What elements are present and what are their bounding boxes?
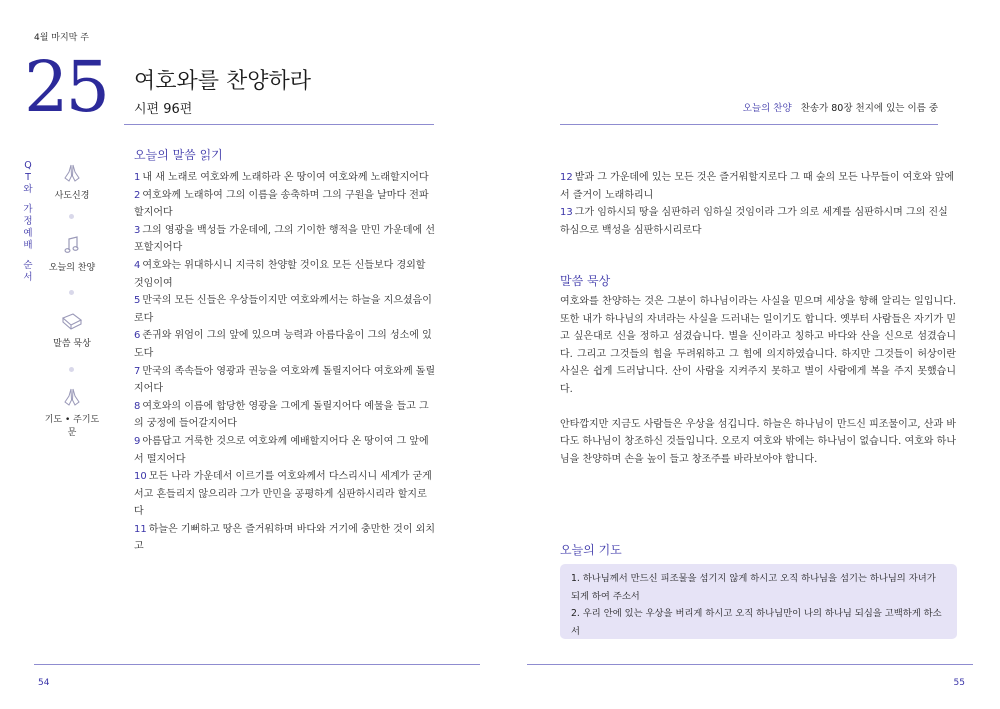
meditation-heading: 말씀 묵상 [560, 274, 611, 288]
meditation-paragraph: 안타깝지만 지금도 사람들은 우상을 섬깁니다. 하늘은 하나님이 만드신 피조물이고, 산과 바다도 하나님이 창조하신 것들입니다. 오로지 여호와 밖에는 하나님이 없습니다. 여호와 하나님을 찬양하며 손을 높이 들고 창조주를 바라보아야 합니다. [560, 418, 956, 465]
nav-dot [69, 290, 74, 295]
footer-rule-right [527, 664, 973, 665]
verse: 9 아름답고 거룩한 것으로 여호와께 예배할지어다 온 땅이여 그 앞에서 떨지어다 [134, 435, 429, 465]
hymn-label: 오늘의 찬양 [742, 103, 792, 114]
vertical-char: 순 [23, 260, 33, 271]
vertical-char: 배 [23, 240, 33, 251]
vertical-char: 예 [23, 228, 33, 239]
nav-item-apostles-creed[interactable] [42, 162, 102, 201]
praying-hands-icon [61, 162, 83, 184]
nav-item-todays-hymn[interactable] [42, 234, 102, 273]
verse: 1 내 새 노래로 여호와께 노래하라 온 땅이여 여호와께 노래할지어다 [134, 172, 429, 183]
prayer-item: 1. 하나님께서 만드신 피조물을 섬기지 않게 하시고 오직 하나님을 섬기는 하나님의 자녀가 되게 하여 주소서 [571, 573, 936, 602]
day-number: 25 [24, 46, 108, 128]
vertical-char: 정 [23, 216, 33, 227]
meditation-paragraph: 여호와를 찬양하는 것은 그분이 하나님이라는 사실을 믿으며 세상을 향해 알리는 일입니다. 또한 내가 하나님의 자녀라는 사실을 드러내는 일이기도 합니다. 옛부터 사람들은 자기가 믿고 싶은대로 신을 정하고 섬겼습니다. 별을 신이라고 칭하고 바다와 산을 신으로 섬겼습니다. 그리고 그것들의 힘을 두려워하고 그 힘에 의지하였습니다. 하지만 그것들이 허상이란 사실은 쉽게 드러납니다. 산이 사람을 지켜주지 못하고 별이 사람에게 복을 주지 못했습니다. [560, 296, 956, 395]
vertical-char: Q [24, 160, 32, 171]
header-rule-left [124, 124, 434, 125]
verse: 7 만국의 족속들아 영광과 권능을 여호와께 돌릴지어다 여호와께 돌릴지어다 [134, 365, 436, 395]
scripture-right [560, 169, 956, 239]
vertical-char: 와 [23, 184, 33, 195]
vertical-char: 서 [23, 272, 33, 283]
nav-item-label: 사도신경 [54, 191, 90, 201]
verse: 8 여호와의 이름에 합당한 영광을 그에게 돌릴지어다 예물을 들고 그의 궁정에 들어갈지어다 [134, 400, 429, 430]
reading-heading: 오늘의 말씀 읽기 [134, 148, 223, 162]
passage-reference: 시편 96편 [134, 102, 193, 117]
nav-item-prayer[interactable] [42, 386, 102, 438]
page-number-right: 55 [953, 678, 965, 688]
vertical-char: 가 [23, 204, 33, 215]
verse: 3 그의 영광을 백성들 가운데에, 그의 기이한 행적을 만민 가운데에 선포할지어다 [134, 224, 435, 254]
verse: 6 존귀와 위엄이 그의 앞에 있으며 능력과 아름다움이 그의 성소에 있도다 [134, 330, 432, 359]
meditation-body [560, 293, 956, 468]
nav-dot [69, 367, 74, 372]
nav-item-meditation[interactable] [42, 310, 102, 349]
bible-icon [60, 310, 84, 332]
footer-rule-left [34, 664, 480, 665]
verse: 2 여호와께 노래하여 그의 이름을 송축하며 그의 구원을 날마다 전파할지어다 [134, 189, 429, 219]
praying-hands-icon [61, 386, 83, 408]
verse: 5 만국의 모든 신들은 우상들이지만 여호와께서는 하늘을 지으셨음이로다 [134, 295, 432, 324]
nav-item-label: 기도 • 주기도문 [44, 415, 100, 438]
page-title: 여호와를 찬양하라 [134, 69, 312, 94]
vertical-side-label [22, 160, 34, 284]
hymn-line [743, 100, 938, 114]
music-note-icon [61, 234, 83, 256]
prayer-heading: 오늘의 기도 [560, 543, 622, 557]
verse: 4 여호와는 위대하시니 지극히 찬양할 것이요 모든 신들보다 경외할 것임이여 [134, 259, 426, 289]
scripture-left [134, 169, 436, 556]
vertical-char: T [25, 172, 31, 183]
prayer-box [560, 564, 957, 639]
verse: 12 밭과 그 가운데에 있는 모든 것은 즐거워할지로다 그 때 숲의 모든 나무들이 여호와 앞에서 즐거이 노래하리니 [560, 172, 955, 201]
verse: 10 모든 나라 가운데서 이르기를 여호와께서 다스리시니 세계가 굳게 서고 흔들리지 않으리라 그가 만민을 공평하게 심판하시리라 할지로다 [134, 471, 432, 518]
nav-item-label: 오늘의 찬양 [48, 263, 96, 273]
nav-dot [69, 214, 74, 219]
nav-item-label: 말씀 묵상 [53, 339, 91, 349]
week-label: 4월 마지막 주 [34, 33, 89, 43]
prayer-item: 2. 우리 안에 있는 우상을 버리게 하시고 오직 하나님만이 나의 하나님 되심을 고백하게 하소서 [571, 608, 942, 637]
page-number-left: 54 [38, 678, 50, 688]
verse: 13 그가 임하시되 땅을 심판하러 임하실 것임이라 그가 의로 세계를 심판하시며 그의 진실하심으로 백성을 심판하시리로다 [560, 207, 948, 236]
hymn-value: 찬송가 80장 천지에 있는 이름 중 [800, 103, 938, 114]
header-rule-right [560, 124, 938, 125]
verse: 11 하늘은 기뻐하고 땅은 즐거워하며 바다와 거기에 충만한 것이 외치고 [134, 523, 435, 553]
